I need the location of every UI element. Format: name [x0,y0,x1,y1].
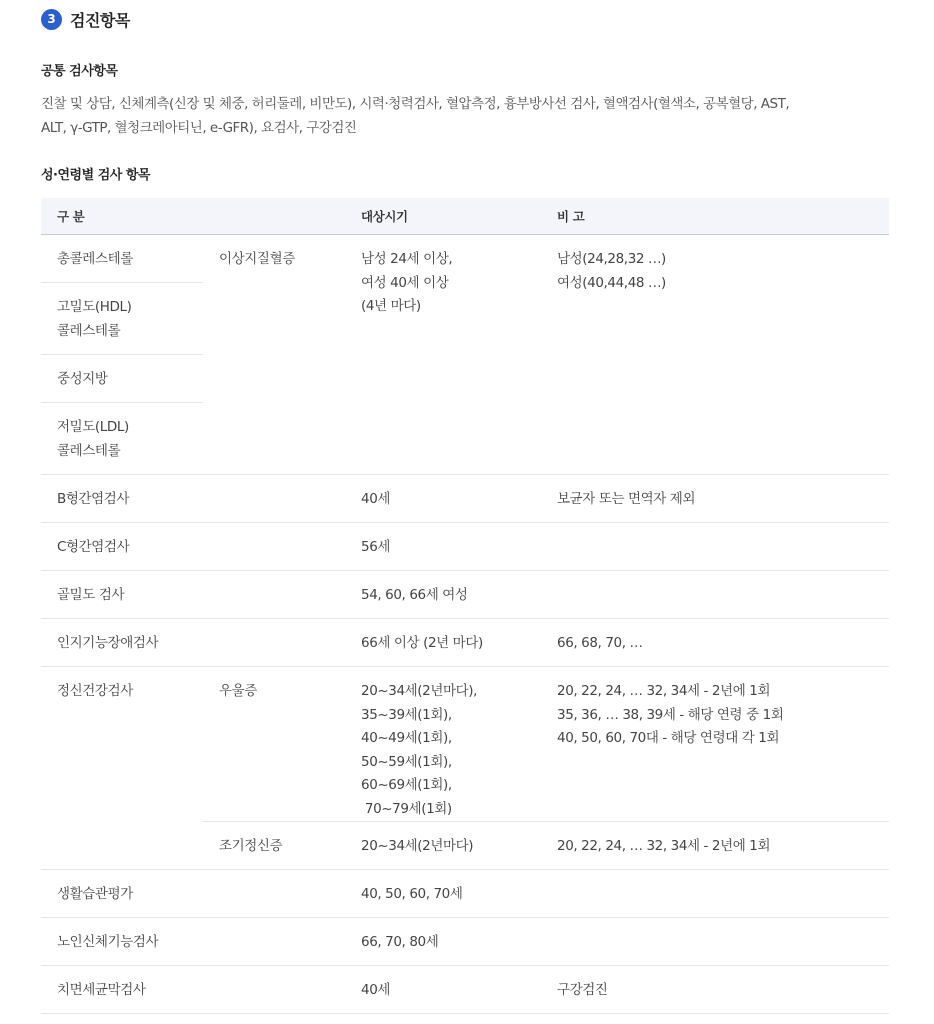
row-target: 40세 [345,966,541,1014]
table-row [41,571,889,619]
row-target: 40세 [345,475,541,523]
table-row [41,667,889,822]
row-target: 남성 24세 이상, 여성 40세 이상 (4년 마다) [345,235,541,475]
table-row [41,475,889,523]
row-name: 중성지방 [41,355,203,403]
row-subgroup: 조기정신증 [203,822,345,870]
common-items-text [41,92,891,140]
row-note [541,571,889,619]
row-subgroup [203,523,345,571]
row-note: 구강검진 [541,966,889,1014]
section-number-badge: 3 [41,9,62,30]
row-target: 66세 이상 (2년 마다) [345,619,541,667]
row-name: 저밀도(LDL) 콜레스테롤 [41,403,203,475]
section-header [41,8,130,30]
table-header-row [41,198,889,235]
row-target: 20~34세(2년마다), 35~39세(1회), 40~49세(1회), 50~59세(1회), 60~69세(1회), 70~79세(1회) [345,667,541,822]
header-sub [203,198,345,235]
row-name: 정신건강검사 [41,667,203,870]
row-note: 66, 68, 70, … [541,619,889,667]
row-name: 총콜레스테롤 [41,235,203,283]
row-note [541,523,889,571]
row-name: 치면세균막검사 [41,966,203,1014]
table-row [41,235,889,283]
row-target: 66, 70, 80세 [345,918,541,966]
header-category: 구 분 [41,198,203,235]
row-target: 54, 60, 66세 여성 [345,571,541,619]
row-subgroup: 이상지질혈증 [203,235,345,475]
common-items-line: 진찰 및 상담, 신체계측(신장 및 체중, 허리둘레, 비만도), 시력·청력검사, 혈압측정, 흉부방사선 검사, 혈액검사(혈색소, 공복혈당, AST, [41,96,790,112]
row-note [541,870,889,918]
header-target: 대상시기 [345,198,541,235]
row-name: B형간염검사 [41,475,203,523]
common-items-line: ALT, γ-GTP, 혈청크레아티닌, e-GFR), 요검사, 구강검진 [41,120,357,136]
section-title: 검진항목 [70,10,130,30]
header-note: 비 고 [541,198,889,235]
row-note: 20, 22, 24, … 32, 34세 - 2년에 1회 [541,822,889,870]
table-row [41,619,889,667]
row-subgroup [203,571,345,619]
table-row [41,918,889,966]
row-note: 20, 22, 24, … 32, 34세 - 2년에 1회 35, 36, … 38, 39세 - 해당 연령 중 1회 40, 50, 60, 70대 - 해당 연령대 각 1회 [541,667,889,822]
table-row [41,870,889,918]
row-subgroup [203,475,345,523]
row-target: 20~34세(2년마다) [345,822,541,870]
age-items-title: 성·연령별 검사 항목 [41,168,150,183]
row-subgroup [203,870,345,918]
row-note: 남성(24,28,32 …) 여성(40,44,48 …) [541,235,889,475]
common-items-title: 공통 검사항목 [41,64,118,79]
row-name: 고밀도(HDL) 콜레스테롤 [41,283,203,355]
row-subgroup: 우울증 [203,667,345,822]
row-note [541,918,889,966]
row-name: 골밀도 검사 [41,571,203,619]
exam-items-table [41,198,889,1014]
row-subgroup [203,619,345,667]
row-name: 생활습관평가 [41,870,203,918]
row-target: 40, 50, 60, 70세 [345,870,541,918]
row-note: 보균자 또는 면역자 제외 [541,475,889,523]
row-subgroup [203,918,345,966]
table-row [41,966,889,1014]
row-name: C형간염검사 [41,523,203,571]
row-name: 노인신체기능검사 [41,918,203,966]
table-row [41,523,889,571]
row-name: 인지기능장애검사 [41,619,203,667]
row-target: 56세 [345,523,541,571]
row-subgroup [203,966,345,1014]
